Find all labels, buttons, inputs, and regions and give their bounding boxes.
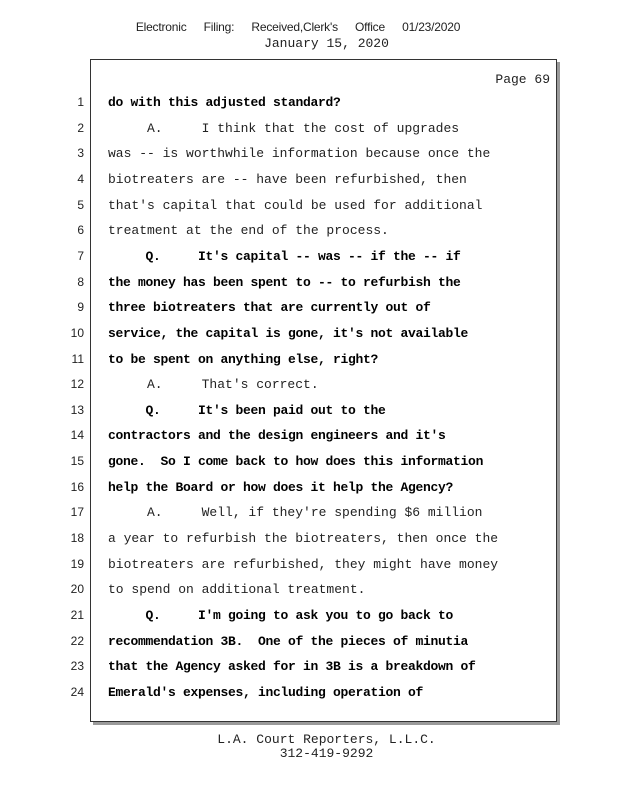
filing-stamp bbox=[0, 20, 596, 34]
transcript-line bbox=[0, 454, 618, 478]
line-text: biotreaters are refurbished, they might have money bbox=[108, 556, 499, 572]
line-text: biotreaters are -- have been refurbished, then bbox=[108, 171, 467, 187]
transcript-line bbox=[0, 608, 618, 632]
line-text: recommendation 3B. One of the pieces of minutia bbox=[108, 633, 469, 649]
line-text: to be spent on anything else, right? bbox=[108, 351, 379, 367]
line-number: 19 bbox=[70, 556, 84, 571]
line-text: gone. So I come back to how does this information bbox=[108, 454, 484, 470]
transcript-line bbox=[0, 146, 618, 170]
line-number: 7 bbox=[77, 248, 84, 263]
line-number: 21 bbox=[70, 608, 84, 622]
line-number: 12 bbox=[70, 377, 84, 392]
line-number: 18 bbox=[70, 531, 84, 546]
line-text: a year to refurbish the biotreaters, then once the bbox=[108, 531, 499, 547]
line-text: the money has been spent to -- to refurbish the bbox=[108, 274, 461, 290]
transcript-line bbox=[0, 121, 618, 145]
transcript-line bbox=[0, 531, 618, 555]
reporter-name: L.A. Court Reporters, L.L.C. bbox=[217, 732, 436, 747]
line-text: three biotreaters that are currently out of bbox=[108, 300, 431, 316]
reporter-phone: 312-419-9292 bbox=[279, 746, 374, 761]
line-text: A. Well, if they're spending $6 million bbox=[108, 505, 483, 521]
line-number: 6 bbox=[77, 223, 84, 238]
line-text: service, the capital is gone, it's not available bbox=[108, 325, 469, 341]
line-number: 22 bbox=[70, 633, 84, 648]
line-text: A. I think that the cost of upgrades bbox=[108, 120, 460, 136]
line-number: 24 bbox=[70, 684, 84, 699]
transcript-line bbox=[0, 223, 618, 247]
line-text: treatment at the end of the process. bbox=[108, 223, 389, 239]
line-number: 8 bbox=[77, 274, 84, 289]
line-text: Q. I'm going to ask you to go back to bbox=[108, 608, 454, 623]
line-text: help the Board or how does it help the Agency? bbox=[108, 479, 454, 495]
page-number: Page 69 bbox=[495, 72, 550, 87]
line-number: 5 bbox=[77, 197, 84, 212]
transcript-line bbox=[0, 557, 618, 581]
transcript-line bbox=[0, 172, 618, 196]
stamp-word: Received,Clerk's bbox=[251, 20, 338, 34]
line-text: that the Agency asked for in 3B is a breakdown of bbox=[108, 659, 476, 675]
line-number: 1 bbox=[77, 95, 84, 109]
transcript-line bbox=[0, 582, 618, 606]
line-text: A. That's correct. bbox=[108, 377, 319, 393]
transcript-line bbox=[0, 377, 618, 401]
transcript-date: January 15, 2020 bbox=[264, 36, 389, 51]
stamp-word: Office bbox=[355, 20, 385, 34]
line-text: Q. It's capital -- was -- if the -- if bbox=[108, 248, 461, 264]
line-text: contractors and the design engineers and it's bbox=[108, 428, 446, 444]
transcript-line bbox=[0, 352, 618, 376]
transcript-line bbox=[0, 480, 618, 504]
transcript-line bbox=[0, 659, 618, 683]
line-number: 3 bbox=[77, 146, 84, 161]
transcript-line bbox=[0, 95, 618, 119]
stamp-word: Filing: bbox=[203, 20, 235, 34]
transcript-line bbox=[0, 326, 618, 350]
line-number: 20 bbox=[70, 582, 84, 597]
line-number: 14 bbox=[70, 428, 84, 443]
transcript-line bbox=[0, 428, 618, 452]
stamp-word: Electronic bbox=[135, 20, 187, 34]
line-number: 11 bbox=[71, 351, 84, 366]
line-text: to spend on additional treatment. bbox=[108, 582, 366, 598]
line-number: 10 bbox=[70, 325, 84, 340]
transcript-line bbox=[0, 198, 618, 222]
line-number: 2 bbox=[77, 120, 84, 135]
transcript-line bbox=[0, 505, 618, 529]
line-text: do with this adjusted standard? bbox=[108, 95, 341, 110]
line-number: 13 bbox=[70, 402, 84, 417]
transcript-line bbox=[0, 275, 618, 299]
line-text: that's capital that could be used for additional bbox=[108, 197, 483, 213]
line-text: was -- is worthwhile information because once the bbox=[108, 146, 491, 162]
line-number: 16 bbox=[70, 479, 84, 494]
line-number: 4 bbox=[77, 171, 84, 186]
transcript-line bbox=[0, 634, 618, 658]
transcript-line bbox=[0, 685, 618, 709]
line-text: Q. It's been paid out to the bbox=[108, 402, 386, 418]
transcript-line bbox=[0, 300, 618, 324]
line-number: 15 bbox=[70, 454, 84, 469]
transcript-line bbox=[0, 249, 618, 273]
line-number: 9 bbox=[77, 300, 84, 315]
stamp-word: 01/23/2020 bbox=[402, 20, 461, 34]
line-text: Emerald's expenses, including operation of bbox=[108, 684, 424, 700]
line-number: 23 bbox=[70, 659, 84, 674]
line-number: 17 bbox=[70, 505, 84, 520]
transcript-line bbox=[0, 403, 618, 427]
